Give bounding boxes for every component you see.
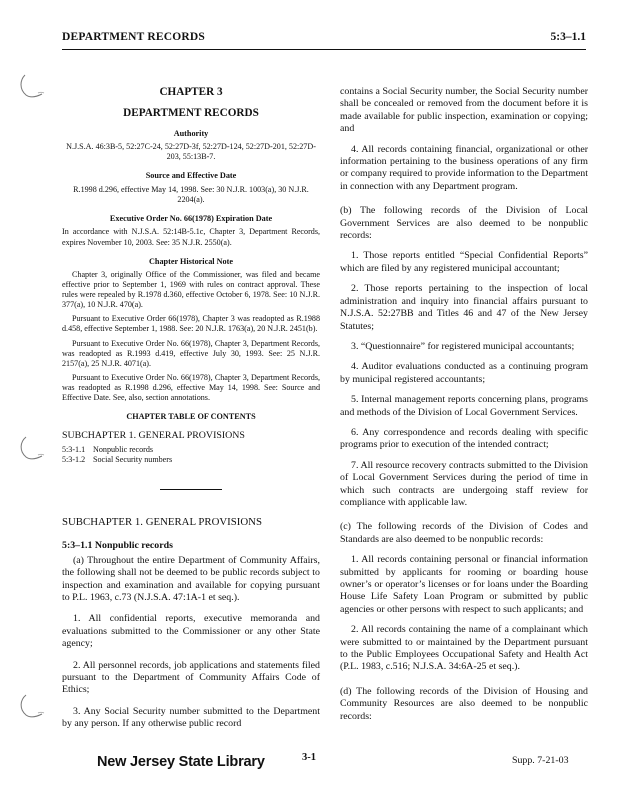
toc-subchapter: SUBCHAPTER 1. GENERAL PROVISIONS <box>62 429 245 441</box>
historical-note-label: Chapter Historical Note <box>149 256 233 266</box>
body-paragraph: contains a Social Security number, the Social Security number shall be concealed or removed from the document before it is made available for public inspection, examination or copying; and <box>340 86 588 135</box>
chapter-title: DEPARTMENT RECORDS <box>123 107 259 120</box>
body-paragraph: 4. All records containing financial, organizational or other information pertaining to the business operations of any firm or company required to provide information to the Department in connection with any Department program. <box>340 143 588 192</box>
expiration-label: Executive Order No. 66(1978) Expiration Date <box>109 214 273 223</box>
historical-note-paragraph: Pursuant to Executive Order No. 66(1978), Chapter 3, Department Records, was readopted as R.1993 d.419, effective July 30, 1993. See: 25 N.J.R. 2157(a), 25 N.J.R. 4071(a). <box>62 338 320 368</box>
punch-hole-mark-icon <box>16 692 50 722</box>
chapter-number: CHAPTER 3 <box>159 86 223 98</box>
body-paragraph: 5. Internal management reports concerning plans, programs and methods of the Division of Local Government Services. <box>340 394 588 418</box>
toc-entry-number: 5:3-1.1 <box>62 444 86 454</box>
toc-heading: CHAPTER TABLE OF CONTENTS <box>126 412 256 422</box>
punch-hole-mark-icon <box>16 434 50 464</box>
toc-entry-title: Social Security numbers <box>93 454 173 464</box>
section-heading: 5:3–1.1 Nonpublic records <box>62 540 173 552</box>
right-column <box>340 86 588 731</box>
body-paragraph: 2. All records containing the name of a complainant which were submitted to or maintained by the Department pursuant to the Public Employees Occupational Safety and Health Act (P.L. 1983, c.516; N.J.S.A. 34:6A-25 et seq.). <box>340 624 588 673</box>
toc-entry[interactable] <box>62 455 320 465</box>
supplement-date: Supp. 7-21-03 <box>512 755 569 766</box>
source-label: Source and Effective Date <box>145 171 237 181</box>
toc-entry[interactable] <box>62 445 320 455</box>
running-header <box>62 31 586 50</box>
punch-hole-mark-icon <box>16 72 50 102</box>
body-paragraph: 1. All confidential reports, executive memoranda and evaluations submitted to the Commissioner or any other State agency; <box>62 613 320 650</box>
historical-note-paragraph: Pursuant to Executive Order No. 66(1978), Chapter 3, Department Records, was readopted as R.1998 d.296, effective May 14, 1998. See: Source and Effective Date. See, also, section annotations. <box>62 372 320 403</box>
body-paragraph: 3. Any Social Security number submitted to the Department by any person. If any otherwise public record <box>62 705 320 730</box>
header-chapter-title: DEPARTMENT RECORDS <box>62 31 206 43</box>
expiration-text: In accordance with N.J.S.A. 52:14B-5.1c, Chapter 3, Department Records, expires November 10, 2003. See: 35 N.J.R. 2550(a). <box>62 227 320 247</box>
toc-entry-number: 5:3-1.2 <box>62 454 86 464</box>
body-paragraph: (c) The following records of the Division of Codes and Standards are also deemed to be nonpublic records: <box>340 521 588 545</box>
body-paragraph: 2. All personnel records, job applications and statements filed pursuant to the Department of Community Affairs Code of Ethics; <box>62 659 320 696</box>
header-section-number: 5:3–1.1 <box>550 31 586 43</box>
body-paragraph: (b) The following records of the Division of Local Government Services are also deemed to be nonpublic records: <box>340 205 588 242</box>
body-paragraph: 7. All resource recovery contracts submitted to the Division of Local Government Services during the period of time in which such contracts are undergoing staff review for compliance with applicable law. <box>340 459 588 508</box>
body-paragraph: (a) Throughout the entire Department of Community Affairs, the following shall not be deemed to be public records subject to inspection and examination and available for copying pursuant to P.L. 1963, c.73 (N.J.S.A. 47:1A-1 et seq.). <box>62 554 320 603</box>
historical-note-paragraph: Pursuant to Executive Order 66(1978), Chapter 3 was readopted as R.1988 d.458, effective September 1, 1988. See: 20 N.J.R. 1763(a), 20 N.J.R. 2451(b). <box>62 314 320 334</box>
library-stamp: New Jersey State Library <box>97 754 265 770</box>
body-paragraph: 4. Auditor evaluations conducted as a continuing program by municipal registered accountants; <box>340 361 588 385</box>
subchapter-heading: SUBCHAPTER 1. GENERAL PROVISIONS <box>62 515 262 528</box>
page-number: 3-1 <box>302 752 316 763</box>
historical-note-paragraph: Chapter 3, originally Office of the Commissioner, was filed and became effective prior to September 1, 1969 with rules on contract approval. These rules were repealed by R.1978 d.360, effective October 6, 1978. See: 10 N.J.R. 377(a), 10 N.J.R. 470(a). <box>62 270 320 310</box>
toc-entry-title: Nonpublic records <box>93 444 154 454</box>
body-paragraph: 1. All records containing personal or financial information submitted by applicants for rooming or boarding house owner’s or operator’s licenses or for loans under the Boarding House Life Safety Loan Program or submitted by public agencies or other persons with respect to such applicants; and <box>340 554 588 615</box>
body-paragraph: (d) The following records of the Division of Housing and Community Resources are also deemed to be nonpublic records: <box>340 685 588 722</box>
left-column <box>62 86 320 740</box>
body-paragraph: 3. “Questionnaire” for registered municipal accountants; <box>351 340 575 352</box>
body-paragraph: 1. Those reports entitled “Special Confidential Reports” which are filed by any registered municipal accountant; <box>340 250 588 274</box>
authority-text: N.J.S.A. 46:3B-5, 52:27C-24, 52:27D-3f, 52:27D-124, 52:27D-201, 52:27D-203, 55:13B-7. <box>66 142 316 162</box>
body-paragraph: 2. Those reports pertaining to the inspection of local administration and inquiry into financial affairs pursuant to N.J.S.A. 52:27BB and Titles 46 and 47 of the New Jersey Statutes; <box>340 283 588 332</box>
source-text: R.1998 d.296, effective May 14, 1998. See: 30 N.J.R. 1003(a), 30 N.J.R. 2204(a). <box>73 184 309 204</box>
section-divider <box>160 489 222 490</box>
authority-label: Authority <box>173 128 209 138</box>
body-paragraph: 6. Any correspondence and records dealing with specific programs prior to execution of the intended contract; <box>340 426 588 451</box>
